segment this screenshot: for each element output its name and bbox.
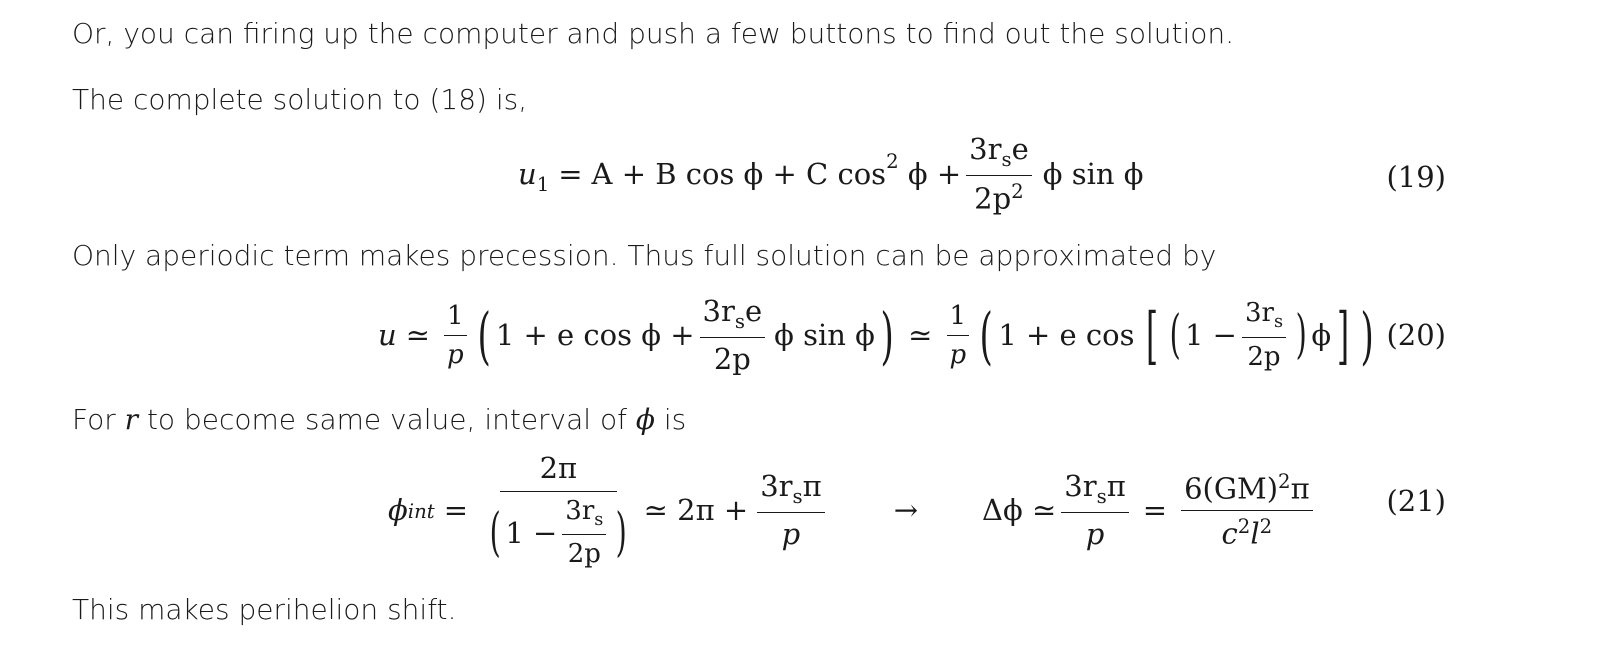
eq19-rel: = [558,157,583,191]
eq20-one-minus: 1 − [1184,318,1237,352]
eq21-lhs: ϕ [388,493,408,527]
eq20-frac-den: 2p [713,341,751,376]
eq20-paren-open-3: ( [1169,305,1181,365]
eq21-frac3-num-tail: π [1106,469,1126,504]
eq20-inner-frac-num-sub: s [1273,312,1284,333]
eq21-frac4-num-sup: 2 [1278,469,1291,493]
eq20-one-over-p-2 [946,301,969,370]
paragraph-complete-solution: The complete solution to (18) is, [72,83,528,116]
eq21-frac-num: 2π [500,451,618,492]
eq21-frac4-den-b: l [1250,516,1260,551]
eq21-frac2-num-tail: π [802,469,822,504]
eq21-frac3-num-sub: s [1096,484,1107,508]
eq21-frac3-num: 3r [1064,469,1097,504]
eq20-phi: ϕ [1311,318,1332,352]
eq20-frac1-den: p [447,339,464,370]
eq21-den-frac-den: 2p [567,539,601,570]
equation-20 [378,290,1380,380]
eq20-frac-num-tail: e [744,294,763,329]
paragraph-intro: Or, you can firing up the computer and push a few buttons to find out the solution. [72,17,1235,50]
eq20-frac-num-sub: s [734,309,745,333]
p4-mid: to become same value, interval of [138,403,636,436]
eq21-den-fraction [562,496,606,569]
p4-r: r [124,403,139,436]
eq21-frac2-den: p [781,516,801,551]
eq20-fraction [700,294,766,376]
equation-number-19: (19) [1386,160,1446,194]
eq19-frac-num: 3r [969,132,1002,167]
eq19-tail: ϕ sin ϕ [1042,157,1144,191]
p4-suffix: is [654,403,687,436]
eq21-den-paren-open: ( [489,502,501,563]
eq20-rel2: ≃ [908,318,933,352]
eq21-delta: Δϕ ≃ [982,493,1057,527]
eq19-lhs: u [518,157,537,191]
eq20-paren-close-2: ) [1360,298,1375,372]
eq21-eq: = [1142,493,1168,527]
eq21-fraction [482,451,635,569]
eq21-den-frac-num-sub: s [594,510,604,531]
eq20-inner-frac-den: 2p [1247,341,1281,372]
eq21-den-paren-close: ) [615,502,628,563]
eq19-frac-den: 2p [974,181,1012,216]
eq20-rel1: ≃ [405,318,430,352]
eq21-frac4-den-a: c [1221,516,1238,551]
eq21-den-frac-num: 3r [565,495,595,526]
paragraph-perihelion: This makes perihelion shift. [72,593,457,626]
p4-prefix: For [72,403,125,436]
eq20-frac1-num: 1 [444,301,467,336]
eq21-fraction-3 [1061,469,1129,551]
eq21-frac-den [482,492,635,569]
eq21-fraction-2 [757,469,825,551]
eq19-fraction [966,132,1032,215]
eq21-frac2-num-sub: s [792,484,803,508]
eq21-frac2-num: 3r [760,469,793,504]
eq20-lhs: u [378,318,397,352]
eq20-bracket-close: ] [1337,298,1350,372]
equation-number-21: (21) [1386,484,1446,518]
eq21-approx: ≃ 2π + [643,493,749,527]
eq20-paren-open-2: ( [979,298,993,372]
equation-21 [388,450,1318,570]
eq20-inner-fraction [1242,298,1286,371]
eq19-frac-num-sub: s [1001,148,1012,172]
eq19-square: 2 [886,150,899,173]
eq20-bracket-open: [ [1146,298,1159,372]
eq21-fraction-4 [1181,470,1313,550]
eq20-paren-close-3: ) [1295,305,1307,365]
p4-phi: ϕ [635,403,655,436]
eq21-den-one-minus: 1 − [505,515,558,550]
eq20-frac2-den: p [949,339,967,370]
eq19-frac-den-sup: 2 [1011,180,1024,204]
eq20-frac-num: 3r [702,294,735,329]
eq19-body: A + B cos ϕ + C cos [591,157,887,191]
eq19-after-square: ϕ + [898,157,962,191]
paragraph-interval [72,403,687,436]
eq21-lhs-sub: int [407,500,435,523]
equation-19 [518,134,1144,214]
eq21-frac4-num-a: 6(GM) [1184,471,1279,506]
eq21-frac4-den-sup2: 2 [1259,514,1273,538]
eq20-inner1: 1 + e cos ϕ + [495,318,695,352]
eq20-frac2-num: 1 [947,301,970,336]
eq20-paren-close-1: ) [880,298,894,372]
eq20-one-over-p-1 [444,301,467,370]
eq20-inner1-tail: ϕ sin ϕ [774,318,875,352]
eq19-frac-num-tail: e [1011,132,1029,167]
eq20-inner2: 1 + e cos [998,318,1135,352]
eq21-frac3-den: p [1085,516,1105,551]
eq20-inner-frac-num: 3r [1244,298,1274,329]
paragraph-aperiodic: Only aperiodic term makes precession. Thus full solution can be approximated by [72,239,1217,272]
eq20-paren-open-1: ( [477,298,491,372]
eq19-lhs-sub: 1 [536,173,550,196]
equation-number-20: (20) [1386,318,1446,352]
eq21-frac4-den-sup1: 2 [1237,514,1251,538]
eq21-frac4-num-b: π [1290,471,1310,506]
right-arrow-icon: → [893,493,919,527]
eq21-rel: = [443,493,469,527]
